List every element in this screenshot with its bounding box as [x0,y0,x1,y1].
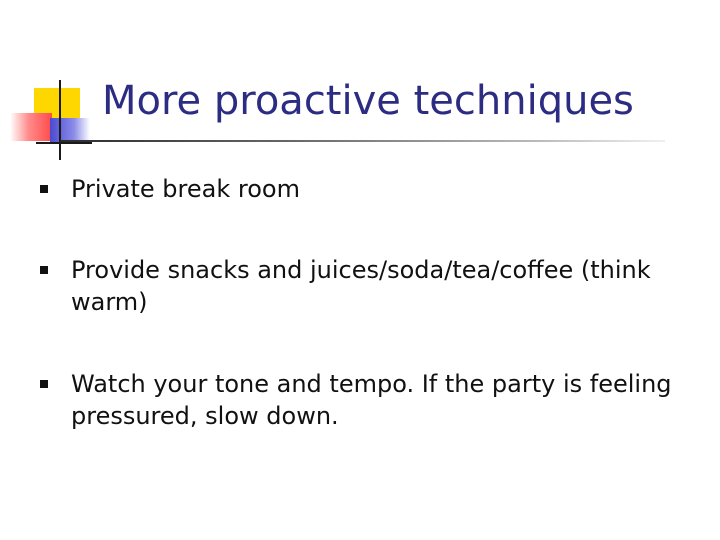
square-bullet-icon [40,185,48,193]
bullet-text: Private break room [71,175,300,203]
bullet-item [40,254,680,318]
bullet-item [40,173,680,205]
bullet-text: Provide snacks and juices/soda/tea/coffee (think warm) [71,256,651,316]
square-bullet-icon [40,266,48,274]
slide-title: More proactive techniques [102,78,634,124]
bullet-item [40,368,680,432]
bullet-text: Watch your tone and tempo. If the party is feeling pressured, slow down. [71,370,672,430]
square-bullet-icon [40,380,48,388]
